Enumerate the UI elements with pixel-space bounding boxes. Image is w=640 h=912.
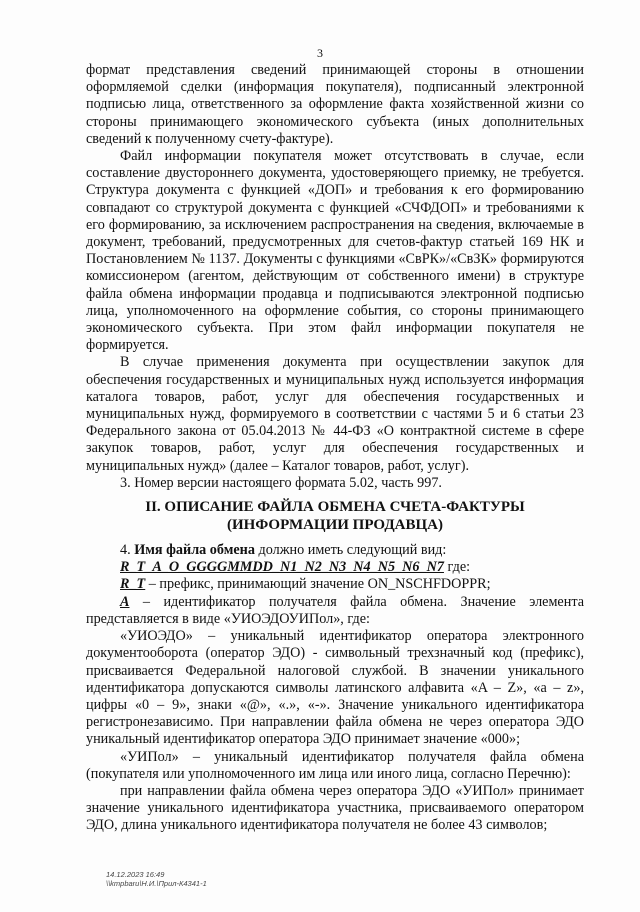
item-number: 4. [120, 542, 135, 559]
section-heading [86, 498, 584, 534]
paragraph-pattern [86, 559, 584, 576]
paragraph-4: 3. Номер версии настоящего формата 5.02, часть 997. [120, 474, 442, 491]
paragraph-2: Файл информации покупателя может отсутствовать в случае, если составление двустороннего документа, удостоверяющего приемку, не требуется. Структура документа с функцией «ДОП» и требования к его формированию совпадают со структурой документа с функцией «СЧФДОП» и требованиями к его формированию, за исключением распространения на сведения, включаемые в документ, требований, предусмотренных для счетов-фактур статьей 169 НК и Постановлением № 1137. Документы с функциями «СвРК»/«СвЗК» формируются комиссионером (агентом, действующим от собственного имени) в структуре файла обмена информации продавца и подписываются электронной подписью лица, уполномоченного на оформление события, со стороны принимающего экономического субъекта. При этом файл информации покупателя не формируется. [86, 148, 584, 354]
document-body [86, 62, 584, 835]
pattern-suffix: где: [443, 559, 471, 576]
paragraph-edo-route: при направлении файла обмена через оператора ЭДО «УИПол» принимает значение уникального идентификатора участника, присваиваемого оператором ЭДО, длина уникального идентификатора получателя не более 43 символов; [86, 782, 584, 834]
paragraph-1: формат представления сведений принимающей стороны в отношении оформляемой сделки (информация покупателя), подписанный электронной подписью лица, ответственного за оформление факта хозяйственной жизни со стороны принимающего экономического субъекта (иных дополнительных сведений к полученному счету-фактуре). [86, 62, 584, 147]
prefix-desc: – префикс, принимающий значение ON_NSCHFDOPPR; [145, 576, 491, 593]
paragraph-file-name [86, 542, 584, 559]
file-name-term: Имя файла обмена [134, 542, 255, 559]
section-heading-line-1: II. ОПИСАНИЕ ФАЙЛА ОБМЕНА СЧЕТА-ФАКТУРЫ [145, 499, 525, 516]
file-name-pattern: R_T_A_O_GGGGMMDD_N1_N2_N3_N4_N5_N6_N7 [120, 559, 444, 576]
recipient-desc: – идентификатор получателя файла обмена. Значение элемента представляется в виде «УИОЭДОУИПол», где: [86, 593, 584, 627]
section-heading-line-2: (ИНФОРМАЦИИ ПРОДАВЦА) [227, 517, 443, 534]
prefix-key: R_T [120, 576, 146, 593]
paragraph-recipient-id: «УИПол» – уникальный идентификатор получателя файла обмена (покупателя или уполномоченного им лица или иного лица, согласно Перечню): [86, 748, 584, 782]
paragraph-3: В случае применения документа при осуществлении закупок для обеспечения государственных и муниципальных нужд используется информация каталога товаров, работ, услуг для обеспечения государственных и муниципальных нужд, формируемого в соответствии с частями 5 и 6 статьи 23 Федерального закона от 05.04.2013 № 44-ФЗ «О контрактной системе в сфере закупок товаров, работ, услуг для обеспечения государственных и муниципальных нужд» (далее – Каталог товаров, работ, услуг). [86, 354, 584, 474]
footer-stamp [106, 870, 207, 888]
recipient-key: A [120, 593, 130, 610]
file-name-desc: должно иметь следующий вид: [254, 542, 447, 559]
page-number: 3 [317, 46, 323, 60]
paragraph-recipient [86, 594, 584, 628]
footer-path: \\kmpbaru\Н.И.\Прил-К4341-1 [106, 879, 207, 888]
paragraph-operator-id: «УИОЭДО» – уникальный идентификатор оператора электронного документооборота (оператор ЭДО) - символьный трехзначный код (префикс), присваивается Федеральной налоговой службой. В значении уникального идентификатора допускаются символы латинского алфавита «A – Z», «a – z», цифры «0 – 9», знаки «@», «.», «-». Значение уникального идентификатора регистронезависимо. При направлении файла обмена не через оператора ЭДО уникальный идентификатор оператора ЭДО принимает значение «000»; [86, 628, 584, 748]
paragraph-prefix [86, 576, 584, 593]
footer-timestamp: 14.12.2023 16:49 [106, 870, 165, 879]
